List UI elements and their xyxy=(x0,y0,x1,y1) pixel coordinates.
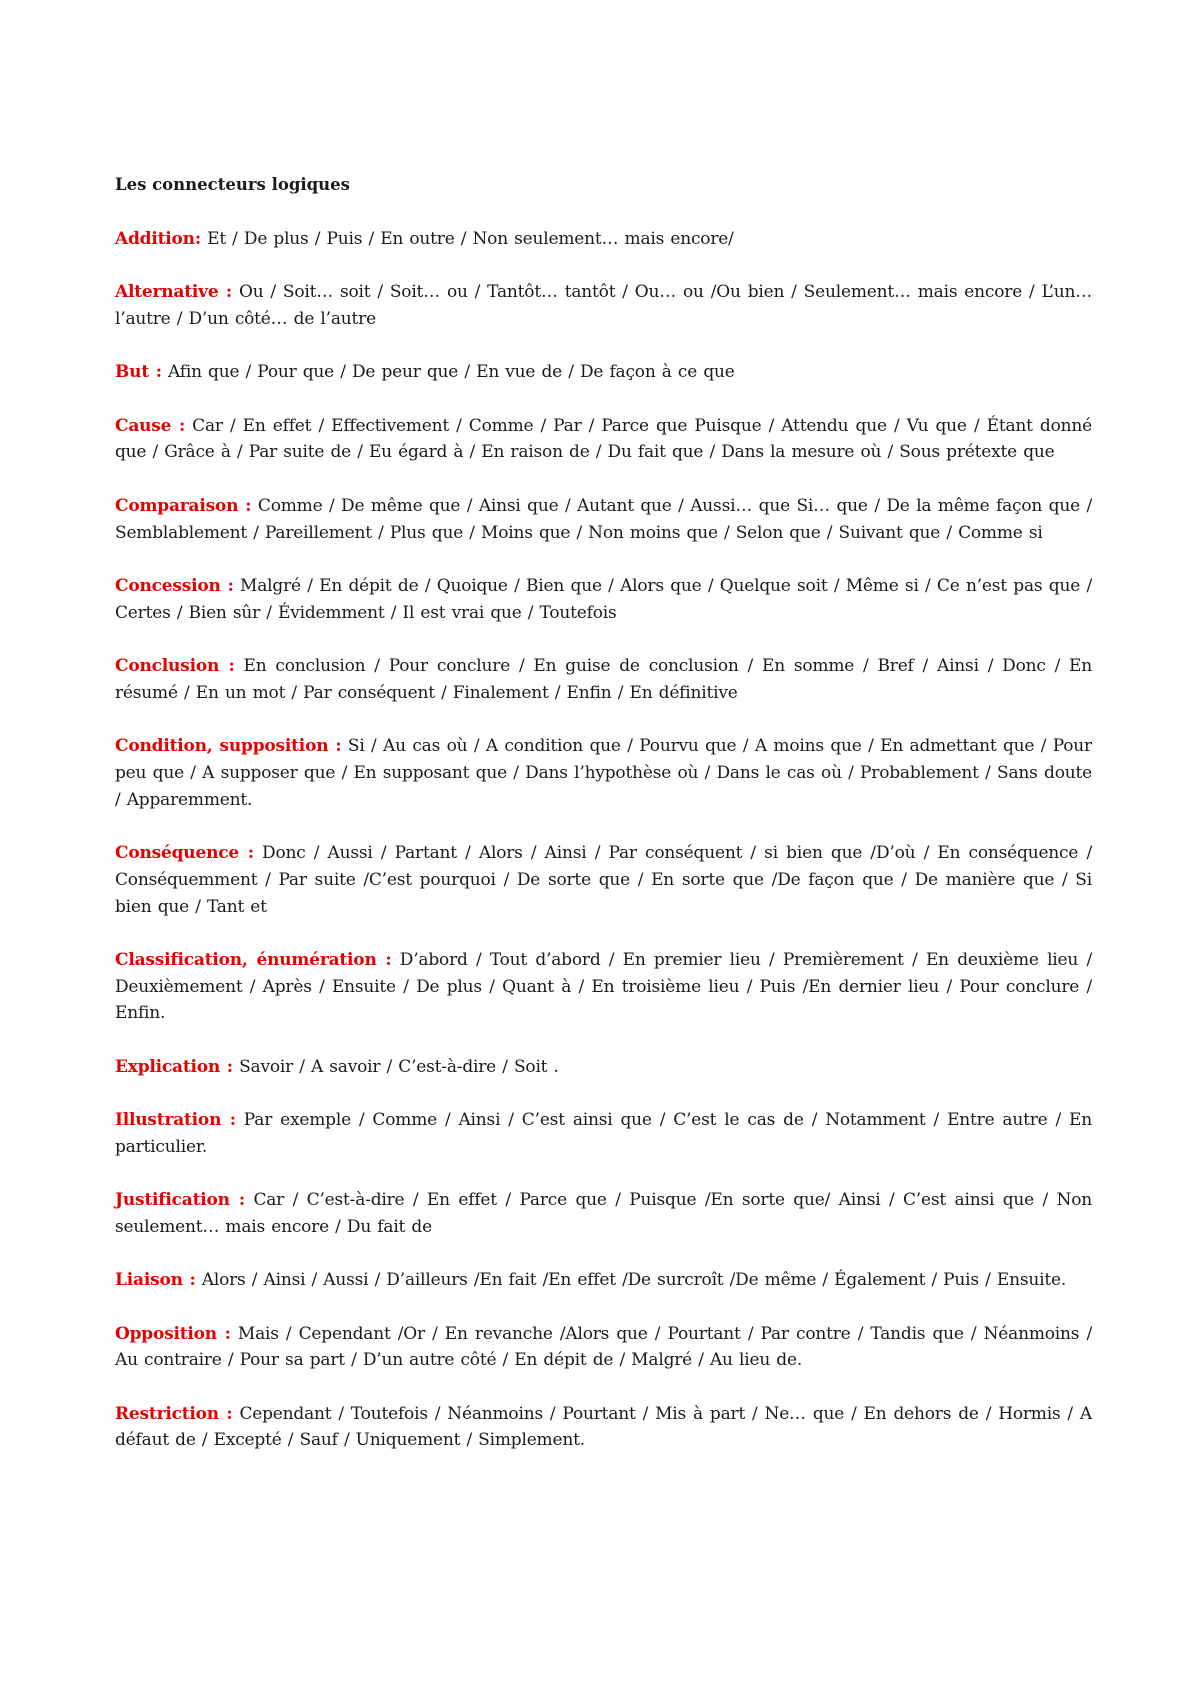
entry-illustration xyxy=(115,1107,1092,1161)
entry-label: Opposition : xyxy=(115,1323,231,1344)
entry-label: Conclusion : xyxy=(115,655,235,676)
entry-text: Mais / Cependant /Or / En revanche /Alors que / Pourtant / Par contre / Tandis que / Néanmoins / Au contraire / Pour sa part / D’un autre côté / En dépit de / Malgré / Au lieu de. xyxy=(115,1323,1092,1371)
entry-text: Donc / Aussi / Partant / Alors / Ainsi / Par conséquent / si bien que /D’où / En conséquence / Conséquemment / Par suite /C’est pourquoi / De sorte que / En sorte que /De façon que / De manière que / Si bien que / Tant et xyxy=(115,842,1092,917)
entry-text: Par exemple / Comme / Ainsi / C’est ainsi que / C’est le cas de / Notamment / Entre autre / En particulier. xyxy=(115,1110,1092,1157)
entry-text: Comme / De même que / Ainsi que / Autant que / Aussi… que Si… que / De la même façon que / Semblablement / Pareillement / Plus que / Moins que / Non moins que / Selon que / Suivant que / Comme si xyxy=(115,495,1092,543)
entry-label: Restriction : xyxy=(115,1403,233,1424)
entry-label: Justification : xyxy=(115,1190,245,1211)
entry-label: Alternative : xyxy=(115,282,232,303)
entry-text: Car / En effet / Effectivement / Comme / Par / Parce que Puisque / Attendu que / Vu que / Étant donné que / Grâce à / Par suite de / Eu égard à / En raison de / Du fait que / Dans la mesure où / Sous prétexte que xyxy=(115,415,1092,463)
entry-text: D’abord / Tout d’abord / En premier lieu / Premièrement / En deuxième lieu / Deuxièmement / Après / Ensuite / De plus / Quant à / En troisième lieu / Puis /En dernier lieu / Pour conclure / Enfin. xyxy=(115,949,1092,1024)
entry-text: Ou / Soit… soit / Soit… ou / Tantôt… tantôt / Ou… ou /Ou bien / Seulement… mais encore / L’un… l’autre / D’un côté… de l’autre xyxy=(115,282,1092,330)
entry-label: But : xyxy=(115,362,162,383)
entry-label: Addition: xyxy=(115,229,201,249)
entry-label: Conséquence : xyxy=(115,842,254,863)
entry-addition xyxy=(115,226,1092,253)
entry-label: Cause : xyxy=(115,415,186,436)
entry-cause xyxy=(115,413,1092,467)
entry-text: Et / De plus / Puis / En outre / Non seulement… mais encore/ xyxy=(200,229,734,249)
entry-text: Si / Au cas où / A condition que / Pourvu que / A moins que / En admettant que / Pour peu que / A supposer que / En supposant que / Dans l’hypothèse où / Dans le cas où / Probablement / Sans doute / Apparemment. xyxy=(115,736,1092,810)
entry-comparaison xyxy=(115,493,1092,547)
entry-text: Cependant / Toutefois / Néanmoins / Pourtant / Mis à part / Ne… que / En dehors de / Hormis / A défaut de / Excepté / Sauf / Uniquement / Simplement. xyxy=(115,1403,1092,1451)
entry-conclusion xyxy=(115,653,1092,707)
entry-label: Condition, supposition : xyxy=(115,736,342,757)
document-title: Les connecteurs logiques xyxy=(115,175,350,194)
entry-text: Afin que / Pour que / De peur que / En vue de / De façon à ce que xyxy=(161,362,735,383)
entry-label: Illustration : xyxy=(115,1110,236,1131)
entry-label: Comparaison : xyxy=(115,495,252,516)
entry-explication xyxy=(115,1054,1092,1081)
entry-text: Savoir / A savoir / C’est-à-dire / Soit . xyxy=(232,1056,559,1077)
entry-consequence xyxy=(115,840,1092,920)
entry-text: Car / C’est-à-dire / En effet / Parce que / Puisque /En sorte que/ Ainsi / C’est ainsi que / Non seulement… mais encore / Du fait de xyxy=(115,1190,1092,1237)
entry-restriction xyxy=(115,1401,1092,1455)
entry-justification xyxy=(115,1187,1092,1241)
entry-opposition xyxy=(115,1321,1092,1375)
entry-text: Malgré / En dépit de / Quoique / Bien que / Alors que / Quelque soit / Même si / Ce n’est pas que / Certes / Bien sûr / Évidemment / Il est vrai que / Toutefois xyxy=(115,575,1092,623)
entry-text: En conclusion / Pour conclure / En guise de conclusion / En somme / Bref / Ainsi / Donc / En résumé / En un mot / Par conséquent / Finalement / Enfin / En définitive xyxy=(115,655,1092,703)
entry-label: Classification, énumération : xyxy=(115,949,392,970)
entry-label: Concession : xyxy=(115,575,234,596)
entry-classification-enumeration xyxy=(115,947,1092,1027)
entry-label: Liaison : xyxy=(115,1270,196,1291)
entry-text: Alors / Ainsi / Aussi / D’ailleurs /En fait /En effet /De surcroît /De même / Également / Puis / Ensuite. xyxy=(195,1270,1067,1291)
entry-concession xyxy=(115,573,1092,627)
entry-condition-supposition xyxy=(115,733,1092,813)
entry-alternative xyxy=(115,279,1092,333)
entry-label: Explication : xyxy=(115,1056,233,1077)
entry-liaison xyxy=(115,1267,1092,1294)
entry-but xyxy=(115,359,1092,386)
